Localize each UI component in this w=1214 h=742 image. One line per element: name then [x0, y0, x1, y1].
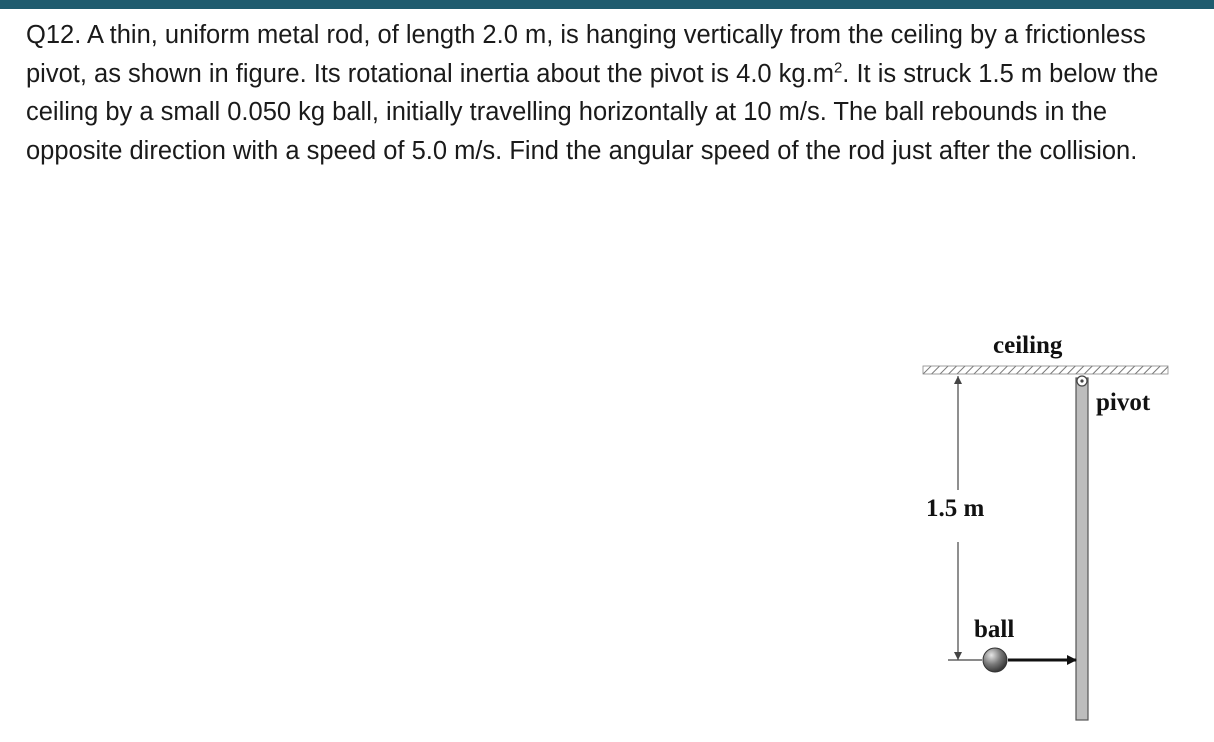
distance-label: 1.5 m: [926, 493, 984, 525]
question-superscript: 2: [833, 59, 843, 76]
ball-label: ball: [974, 616, 1015, 643]
ceiling-bar: [923, 366, 1168, 374]
ball: [983, 648, 1007, 672]
top-accent-bar: [0, 0, 1214, 9]
dimension-arrow-bottom: [954, 652, 962, 660]
question-text-part1: Q12. A thin, uniform metal rod, of length 2.0 m, is hanging vertically from the ceiling by a frictionless pivot, as shown in figure. Its rotational inertia about the pivot is 4.0 kg.m: [26, 21, 1146, 88]
dimension-arrow-top: [954, 376, 962, 384]
rod-diagram: [900, 320, 1200, 730]
question-text: [26, 16, 1196, 170]
pivot-label: pivot: [1096, 389, 1151, 416]
pivot-center: [1080, 379, 1083, 382]
ceiling-label: ceiling: [993, 332, 1063, 359]
rod-diagram-drawing: [900, 320, 1200, 730]
rod: [1076, 378, 1088, 720]
question-text-part2: . It is struck 1.5 m below the ceiling by a small 0.050 kg ball, initially travelling horizontally at 10 m/s. The ball rebounds in the opposite direction with a speed of 5.0 m/s. Find the angular speed of the rod just after the collision.: [26, 59, 1159, 165]
